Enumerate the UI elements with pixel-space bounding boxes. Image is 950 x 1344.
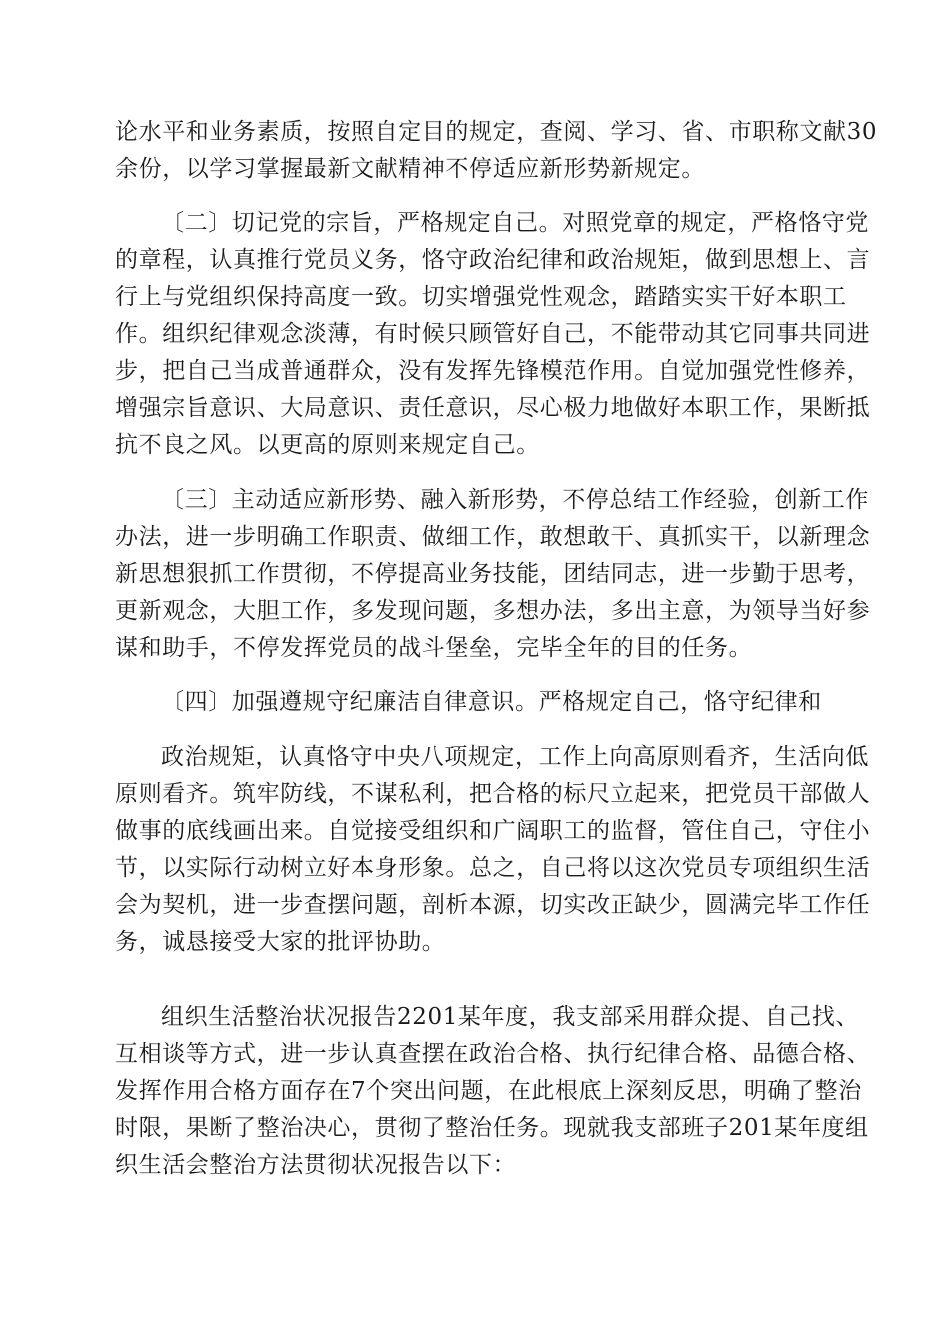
text-line: 节，以实际行动树立好本身形象。总之，自己将以这次党员专项组织生活 <box>115 855 871 881</box>
text-line: 原则看齐。筑牢防线，不谋私利，把合格的标尺立起来，把党员干部做人 <box>115 781 871 807</box>
text-line: 的章程，认真推行党员义务，恪守政治纪律和政治规矩，做到思想上、言 <box>115 247 871 273</box>
text-line: 余份，以学习掌握最新文献精神不停适应新形势新规定。 <box>115 156 705 182</box>
text-line: 政治规矩，认真恪守中央八项规定，工作上向高原则看齐，生活向低 <box>161 744 869 770</box>
text-line: 发挥作用合格方面存在7个突出问题，在此根底上深刻反思，明确了整治 <box>115 1078 862 1104</box>
text-line: 办法，进一步明确工作职责、做细工作，敢想敢干、真抓实干，以新理念 <box>115 524 871 550</box>
text-line: 务，诚恳接受大家的批评协助。 <box>115 929 446 955</box>
text-line: 行上与党组织保持高度一致。切实增强党性观念，踏踏实实干好本职工 <box>115 284 847 310</box>
text-line: 组织生活整治状况报告2201某年度，我支部采用群众提、自己找、 <box>161 1004 860 1030</box>
text-line: 谋和助手，不停发挥党员的战斗堡垒，完毕全年的目的任务。 <box>115 635 753 661</box>
text-line: 会为契机，进一步查摆问题，剖析本源，切实改正缺少，圆满完毕工作任 <box>115 892 871 918</box>
text-line: 做事的底线画出来。自觉接受组织和广阔职工的监督，管住自己，守住小 <box>115 818 871 844</box>
text-line: 抗不良之风。以更高的原则来规定自己。 <box>115 432 540 458</box>
text-line: 〔四〕加强遵规守纪廉洁自律意识。严格规定自己，恪守纪律和 <box>161 689 822 715</box>
text-line: 步，把自己当成普通群众，没有发挥先锋模范作用。自觉加强党性修养， <box>115 358 871 384</box>
text-line: 论水平和业务素质，按照自定目的规定，查阅、学习、省、市职称文献30 <box>115 119 878 145</box>
text-line: 互相谈等方式，进一步认真查摆在政治合格、执行纪律合格、品德合格、 <box>115 1041 871 1067</box>
text-line: 更新观念，大胆工作，多发现问题，多想办法，多出主意，为领导当好参 <box>115 598 871 624</box>
text-line: 织生活会整治方法贯彻状况报告以下： <box>115 1152 517 1178</box>
text-line: 时限，果断了整治决心，贯彻了整治任务。现就我支部班子201某年度组 <box>115 1115 869 1141</box>
text-line: 增强宗旨意识、大局意识、责任意识，尽心极力地做好本职工作，果断抵 <box>115 395 871 421</box>
text-line: 新思想狠抓工作贯彻，不停提高业务技能，团结同志，进一步勤于思考， <box>115 561 871 587</box>
text-line: 〔二〕切记党的宗旨，严格规定自己。对照党章的规定，严格恪守党 <box>161 210 869 236</box>
text-line: 〔三〕主动适应新形势、融入新形势，不停总结工作经验，创新工作 <box>161 487 869 513</box>
text-line: 作。组织纪律观念淡薄，有时候只顾管好自己，不能带动其它同事共同进 <box>115 321 871 347</box>
